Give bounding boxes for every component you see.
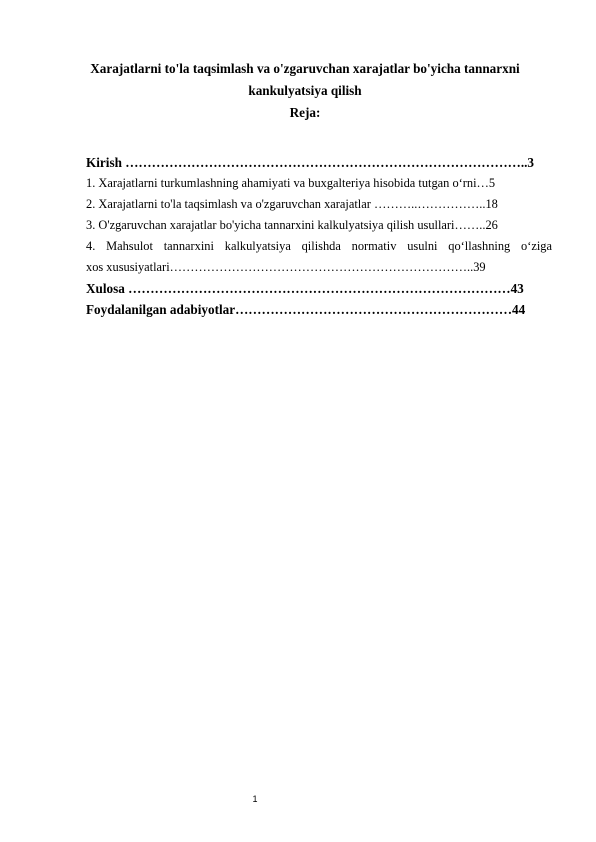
document-title: Xarajatlarni to'la taqsimlash va o'zgaruvchan xarajatlar bo'yicha tannarxni kankulyatsiya qilish: [90, 61, 520, 98]
toc-item-introduction: Kirish ………………………………………………………………………………..3: [86, 155, 535, 170]
toc-item-conclusion: Xulosa ……………………………………………………………………………43: [86, 281, 524, 296]
plan-heading: Reja:: [289, 105, 321, 120]
toc-item-references: Foydalanilgan adabiyotlar………………………………………………………44: [86, 302, 526, 317]
table-of-contents: [86, 152, 552, 320]
page-number: 1: [252, 794, 258, 804]
toc-item-2: 2. Xarajatlarni to'la taqsimlash va o'zgaruvchan xarajatlar ………..……………..18: [86, 197, 498, 211]
toc-item-4-continued: xos xususiyatlari………………………………………………………………..39: [86, 260, 486, 274]
toc-item-3: 3. O'zgaruvchan xarajatlar bo'yicha tannarxini kalkulyatsiya qilish usullari……..26: [86, 218, 498, 232]
toc-item-4: 4. Mahsulot tannarxini kalkulyatsiya qilishda normativ usulni qo‘llashning o‘ziga: [86, 239, 552, 253]
toc-item-1: 1. Xarajatlarni turkumlashning ahamiyati va buxgalteriya hisobida tutgan o‘rni…5: [86, 176, 496, 190]
